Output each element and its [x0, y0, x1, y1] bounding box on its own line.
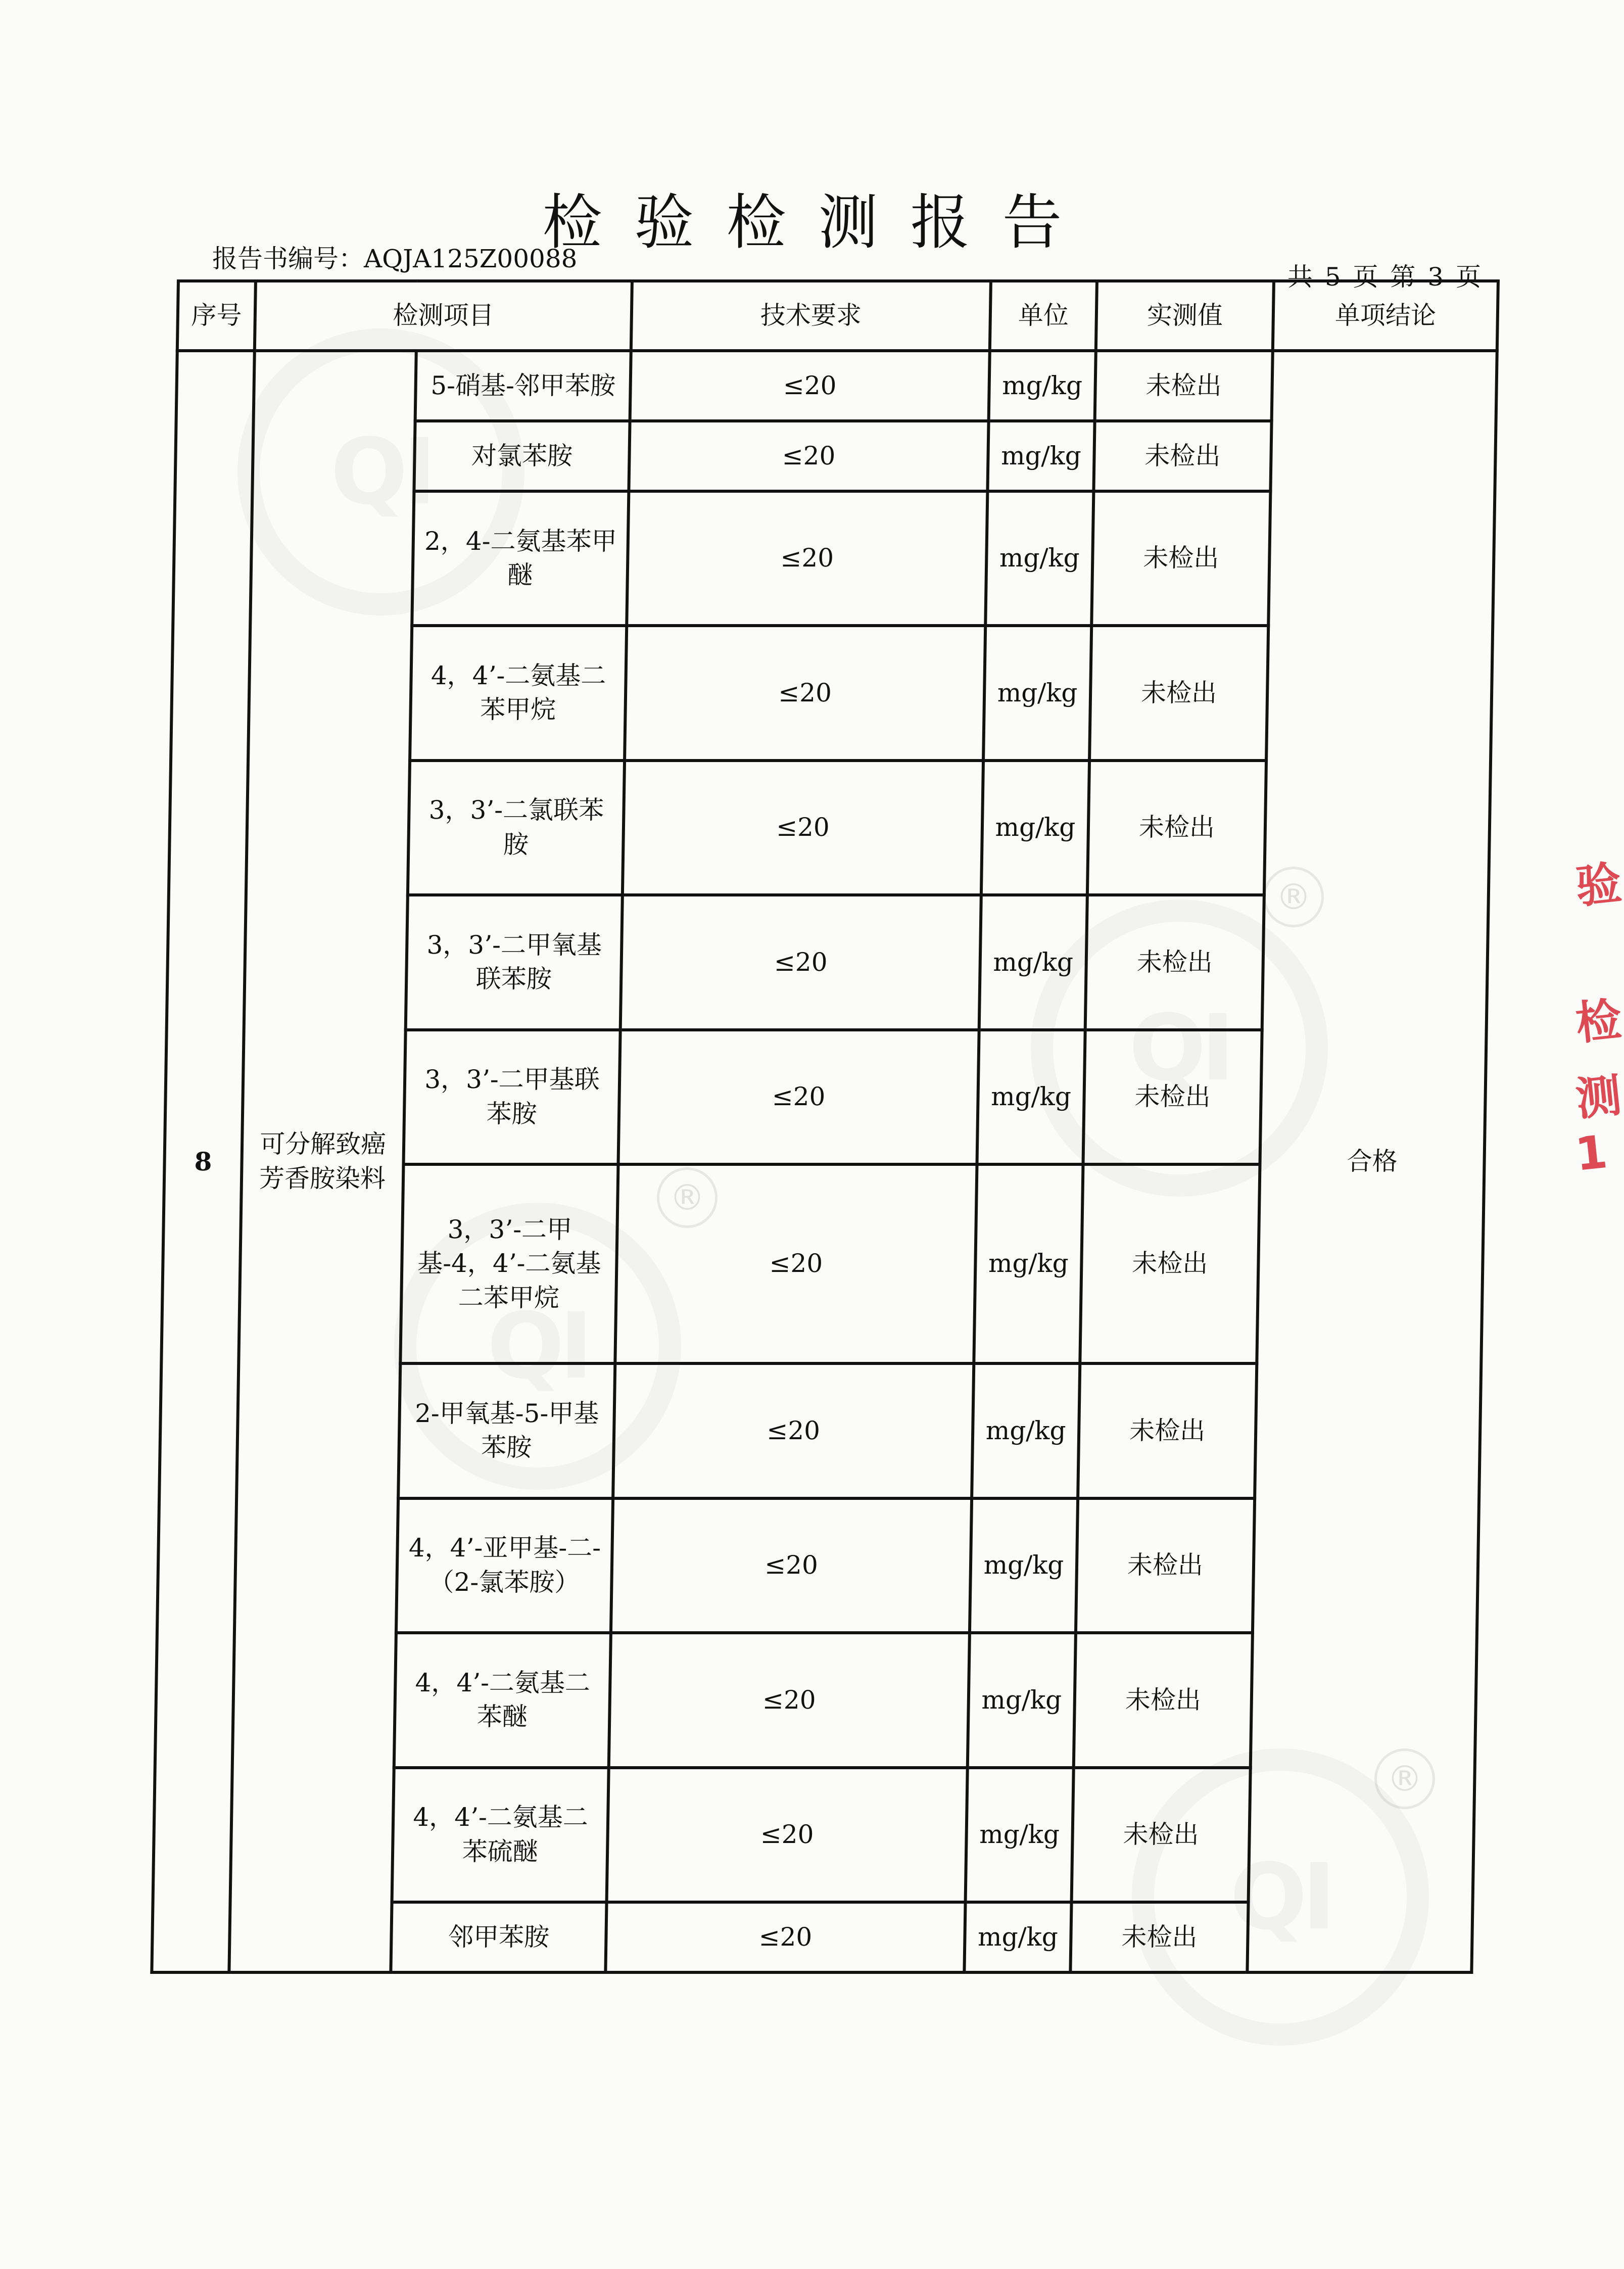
measured-value: 未检出 [1072, 1768, 1251, 1902]
registered-mark-icon: ® [657, 1167, 718, 1228]
measured-value: 未检出 [1080, 1164, 1260, 1363]
measured-value: 未检出 [1089, 626, 1268, 760]
header-requirement: 技术要求 [631, 281, 991, 351]
requirement: ≤20 [630, 351, 990, 421]
measured-value: 未检出 [1074, 1633, 1253, 1767]
unit: mg/kg [987, 421, 1094, 491]
test-item: 4，4’-二氨基二苯硫醚 [392, 1768, 609, 1902]
measured-value: 未检出 [1093, 421, 1271, 491]
test-item: 2-甲氧基-5-甲基苯胺 [398, 1363, 615, 1498]
header-measured-value: 实测值 [1096, 281, 1274, 351]
test-item: 3，3’-二甲基联苯胺 [403, 1030, 620, 1164]
test-item: 邻甲苯胺 [391, 1902, 606, 1972]
unit: mg/kg [974, 1164, 1083, 1363]
seal-stamp-fragment: 验 [1573, 856, 1624, 914]
unit: mg/kg [966, 1768, 1074, 1902]
requirement: ≤20 [618, 1030, 979, 1164]
measured-value: 未检出 [1083, 1030, 1262, 1164]
registered-mark-icon: ® [1263, 867, 1324, 927]
unit: mg/kg [972, 1363, 1080, 1498]
test-category: 可分解致癌芳香胺染料 [229, 351, 416, 1972]
test-item: 5-硝基-邻甲苯胺 [415, 351, 631, 421]
measured-value: 未检出 [1076, 1498, 1255, 1633]
seal-stamp-fragment: 1 [1572, 1125, 1610, 1181]
test-item: 2，4-二氨基苯甲醚 [412, 491, 629, 626]
unit: mg/kg [981, 761, 1089, 895]
requirement: ≤20 [611, 1498, 972, 1633]
requirement: ≤20 [625, 626, 985, 760]
test-item: 4，4’-亚甲基-二-（2-氯苯胺） [396, 1498, 613, 1633]
table-row [176, 351, 1497, 421]
header-conclusion: 单项结论 [1273, 281, 1498, 351]
header-seq: 序号 [177, 281, 256, 351]
seq-number: 8 [152, 351, 254, 1972]
requirement: ≤20 [613, 1363, 974, 1498]
requirement: ≤20 [605, 1902, 965, 1972]
requirement: ≤20 [615, 1164, 977, 1363]
page-indicator: 共 5 页 第 3 页 [1287, 262, 1483, 292]
table-header-row [177, 281, 1498, 351]
measured-value: 未检出 [1087, 761, 1266, 895]
test-item: 4，4’-二氨基二苯醚 [394, 1633, 611, 1767]
unit: mg/kg [977, 1030, 1085, 1164]
measured-value: 未检出 [1070, 1902, 1248, 1972]
requirement: ≤20 [623, 761, 983, 895]
registered-mark-icon: ® [1374, 1748, 1435, 1809]
measured-value: 未检出 [1078, 1363, 1257, 1498]
test-item: 3，3’-二甲氧基联苯胺 [406, 895, 623, 1029]
unit: mg/kg [983, 626, 1091, 760]
unit: mg/kg [979, 895, 1087, 1029]
requirement: ≤20 [629, 421, 988, 491]
requirement: ≤20 [627, 491, 987, 626]
seal-stamp-fragment: 检 [1573, 992, 1624, 1051]
measured-value: 未检出 [1085, 895, 1264, 1029]
measured-value: 未检出 [1091, 491, 1270, 626]
unit: mg/kg [985, 491, 1093, 626]
header-unit: 单位 [990, 281, 1097, 351]
test-item: 对氯苯胺 [414, 421, 630, 491]
test-results-table [150, 279, 1500, 1974]
requirement: ≤20 [607, 1768, 968, 1902]
requirement: ≤20 [609, 1633, 970, 1767]
test-item: 4，4’-二氨基二苯甲烷 [410, 626, 627, 760]
measured-value: 未检出 [1095, 351, 1273, 421]
report-number: 报告书编号：AQJA125Z00088 [212, 244, 578, 273]
requirement: ≤20 [620, 895, 981, 1029]
test-item: 3，3’-二氯联苯胺 [408, 761, 625, 895]
unit: mg/kg [970, 1498, 1078, 1633]
unit: mg/kg [989, 351, 1096, 421]
unit: mg/kg [964, 1902, 1071, 1972]
seal-stamp-fragment: 测 [1573, 1068, 1624, 1126]
header-test-item: 检测项目 [255, 281, 632, 351]
report-title: 检验检测报告 [542, 187, 1094, 257]
conclusion: 合格 [1247, 351, 1497, 1972]
test-item: 3，3’-二甲基-4，4’-二氨基二苯甲烷 [400, 1164, 618, 1363]
unit: mg/kg [968, 1633, 1076, 1767]
